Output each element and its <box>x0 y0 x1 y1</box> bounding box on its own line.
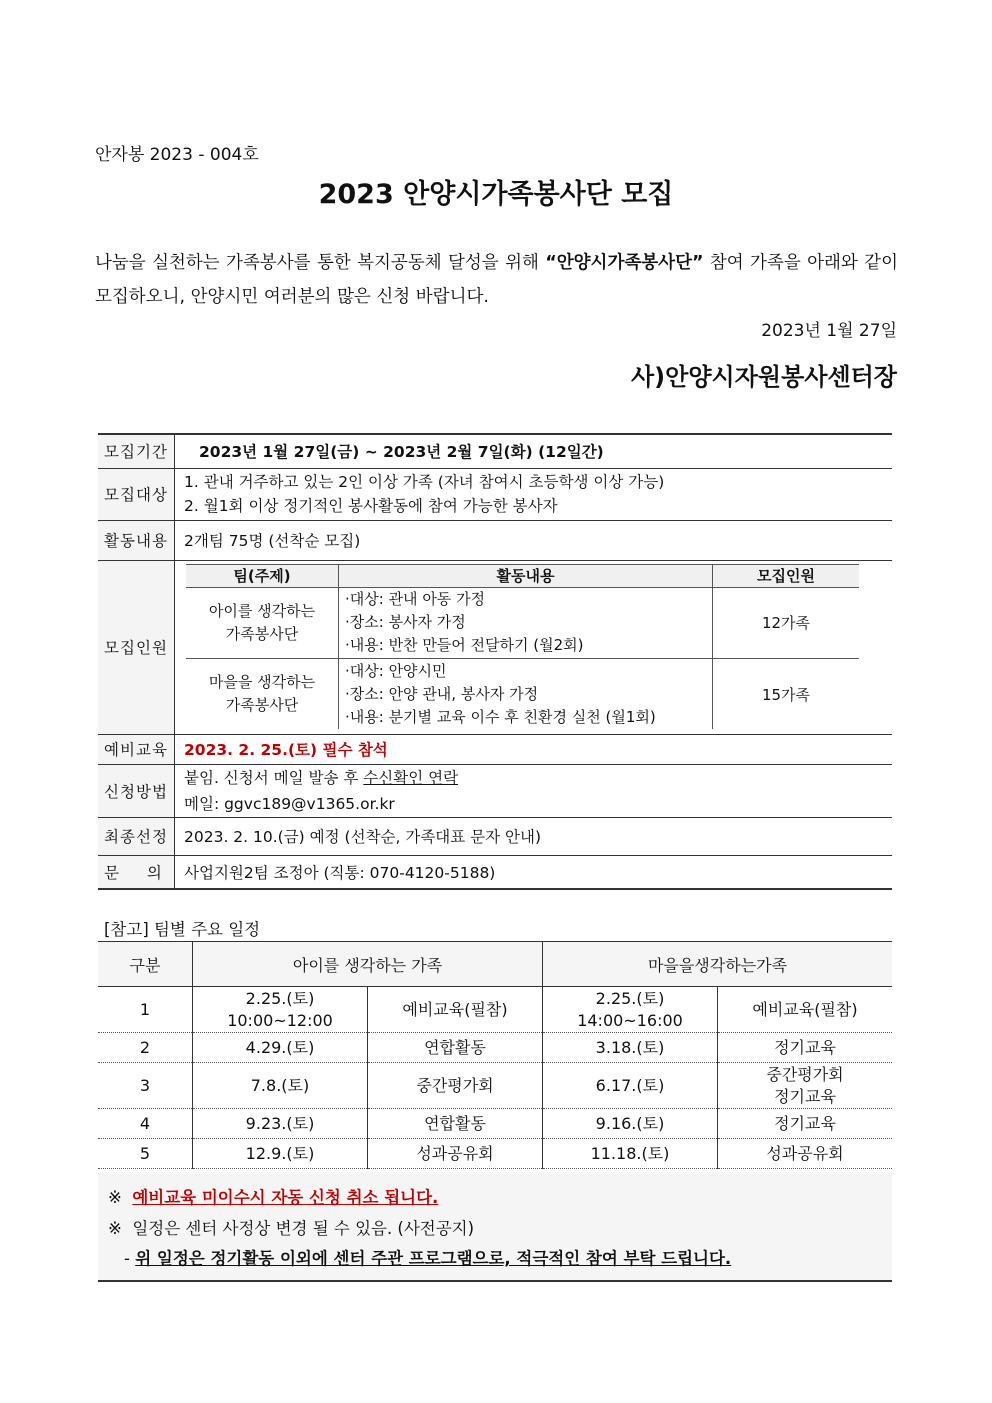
schedule-b-item: 예비교육(필참) <box>718 987 893 1033</box>
team-name-line: 가족봉사단 <box>225 696 299 714</box>
recruit-cell <box>175 560 893 734</box>
team-row <box>186 658 859 729</box>
target-line-2: 2. 월1회 이상 정기적인 봉사활동에 참여 가능한 봉사자 <box>184 497 558 515</box>
schedule-table <box>98 941 892 1169</box>
schedule-row <box>98 1033 892 1063</box>
page-title: 2023 안양시가족봉사단 모집 <box>318 179 674 210</box>
team-name-line: 아이를 생각하는 <box>208 601 316 620</box>
schedule-b-item <box>718 1063 893 1109</box>
time-text: 10:00~12:00 <box>227 1010 333 1030</box>
schedule-no: 2 <box>98 1033 193 1063</box>
activity-value: 2개팀 75명 (선착순 모집) <box>175 520 893 560</box>
schedule-a-date: 12.9.(토) <box>193 1139 368 1169</box>
team-activity <box>339 587 713 658</box>
row-contact <box>98 855 892 889</box>
schedule-no: 3 <box>98 1063 193 1109</box>
period-value: 2023년 1월 27일(금) ~ 2023년 2월 7일(화) (12일간) <box>175 434 893 468</box>
row-apply <box>98 764 892 817</box>
intro-text-after: 참여 가족을 아래와 같이 모집하오니, 안양시민 여러분의 많은 신청 바랍니다. <box>95 253 898 307</box>
row-period <box>98 434 892 468</box>
schedule-header-team-a: 아이를 생각하는 가족 <box>193 942 543 987</box>
contact-value: 사업지원2팀 조정아 (직통: 070-4120-5188) <box>175 855 893 889</box>
note-2 <box>108 1215 474 1239</box>
schedule-header-team-b: 마을을생각하는가족 <box>543 942 893 987</box>
activity-label: 활동내용 <box>98 520 175 560</box>
period-label: 모집기간 <box>98 434 175 468</box>
note-dash: - <box>124 1249 130 1268</box>
apply-text: 붙임. 신청서 메일 발송 후 <box>184 768 364 787</box>
team-name-line: 가족봉사단 <box>225 624 299 643</box>
row-activity <box>98 520 892 560</box>
note-2-text: 일정은 센터 사정상 변경 될 수 있음. (사전공지) <box>132 1219 475 1238</box>
schedule-no: 4 <box>98 1109 193 1139</box>
intro-paragraph <box>95 246 898 314</box>
schedule-a-item: 연합활동 <box>368 1109 543 1139</box>
activity-line: ·대상: 관내 아동 가정 <box>345 590 486 609</box>
date-text: 2.25.(토) <box>245 988 315 1008</box>
note-1-text: 예비교육 미이수시 자동 신청 취소 됩니다. <box>132 1188 439 1207</box>
schedule-no: 5 <box>98 1139 193 1169</box>
row-final <box>98 817 892 855</box>
team-table <box>186 564 859 730</box>
row-recruit <box>98 560 892 734</box>
team-count: 15가족 <box>713 658 860 729</box>
note-mark: ※ <box>108 1219 122 1238</box>
target-line-1: 1. 관내 거주하고 있는 2인 이상 가족 (자녀 참여시 초등학생 이상 가능) <box>184 473 665 491</box>
schedule-a-date <box>193 987 368 1033</box>
activity-line: ·장소: 안양 관내, 봉사자 가정 <box>345 684 539 703</box>
apply-email: 메일: ggvc189@v1365.or.kr <box>184 794 395 813</box>
schedule-b-item: 정기교육 <box>718 1033 893 1063</box>
schedule-no: 1 <box>98 987 193 1033</box>
activity-header: 활동내용 <box>339 564 713 587</box>
schedule-a-item: 예비교육(필참) <box>368 987 543 1033</box>
target-value <box>175 468 893 520</box>
schedule-b-date: 11.18.(토) <box>543 1139 718 1169</box>
intro-text-before: 나눔을 실천하는 가족봉사를 통한 복지공동체 달성을 위해 <box>95 253 546 273</box>
schedule-b-date: 9.16.(토) <box>543 1109 718 1139</box>
recruitment-details-table <box>98 433 892 890</box>
activity-line: ·내용: 반찬 만들어 전달하기 (월2회) <box>345 636 584 655</box>
item-text: 중간평가회 <box>766 1064 844 1084</box>
row-pre-education <box>98 734 892 764</box>
intro-highlight: “안양시가족봉사단” <box>545 253 704 273</box>
schedule-caption: [참고] 팀별 주요 일정 <box>104 920 261 939</box>
time-text: 14:00~16:00 <box>577 1010 683 1030</box>
team-row <box>186 587 859 658</box>
schedule-b-date: 3.18.(토) <box>543 1033 718 1063</box>
schedule-b-item: 성과공유회 <box>718 1139 893 1169</box>
activity-line: ·장소: 봉사자 가정 <box>345 613 466 632</box>
schedule-b-date: 6.17.(토) <box>543 1063 718 1109</box>
note-mark: ※ <box>108 1188 122 1207</box>
recruit-label: 모집인원 <box>98 560 175 734</box>
note-3 <box>124 1245 731 1269</box>
schedule-a-date: 7.8.(토) <box>193 1063 368 1109</box>
pre-education-value: 2023. 2. 25.(토) 필수 참석 <box>175 734 893 764</box>
schedule-b-date <box>543 987 718 1033</box>
contact-label: 문 의 <box>98 855 175 889</box>
row-target <box>98 468 892 520</box>
schedule-a-item: 연합활동 <box>368 1033 543 1063</box>
issue-date: 2023년 1월 27일 <box>761 321 897 341</box>
team-header: 팀(주제) <box>186 564 339 587</box>
schedule-row <box>98 987 892 1033</box>
team-name <box>186 587 339 658</box>
item-text: 정기교육 <box>774 1086 836 1106</box>
team-activity <box>339 658 713 729</box>
team-name <box>186 658 339 729</box>
schedule-row <box>98 1139 892 1169</box>
count-header: 모집인원 <box>713 564 860 587</box>
schedule-row <box>98 1063 892 1109</box>
note-3-text: 위 일정은 정기활동 이외에 센터 주관 프로그램으로, 적극적인 참여 부탁 드립니다. <box>135 1249 732 1268</box>
team-count: 12가족 <box>713 587 860 658</box>
apply-value <box>175 764 893 817</box>
schedule-a-date: 4.29.(토) <box>193 1033 368 1063</box>
schedule-row <box>98 1109 892 1139</box>
schedule-a-item: 성과공유회 <box>368 1139 543 1169</box>
schedule-header-no: 구분 <box>98 942 193 987</box>
apply-label: 신청방법 <box>98 764 175 817</box>
team-name-line: 마을을 생각하는 <box>208 673 316 691</box>
note-1 <box>108 1184 438 1208</box>
target-label: 모집대상 <box>98 468 175 520</box>
schedule-a-date: 9.23.(토) <box>193 1109 368 1139</box>
schedule-b-item: 정기교육 <box>718 1109 893 1139</box>
pre-education-label: 예비교육 <box>98 734 175 764</box>
activity-line: ·내용: 분기별 교육 이수 후 친환경 실천 (월1회) <box>345 707 656 726</box>
apply-confirm-text: 수신확인 연락 <box>363 768 459 787</box>
notes-box <box>98 1172 892 1282</box>
activity-line: ·대상: 안양시민 <box>345 661 447 680</box>
final-value: 2023. 2. 10.(금) 예정 (선착순, 가족대표 문자 안내) <box>175 817 893 855</box>
organization-name: 사)안양시자원봉사센터장 <box>631 363 897 391</box>
final-label: 최종선정 <box>98 817 175 855</box>
schedule-a-item: 중간평가회 <box>368 1063 543 1109</box>
document-number: 안자봉 2023 - 004호 <box>95 145 259 165</box>
date-text: 2.25.(토) <box>595 988 665 1008</box>
apply-line-1 <box>184 765 884 791</box>
